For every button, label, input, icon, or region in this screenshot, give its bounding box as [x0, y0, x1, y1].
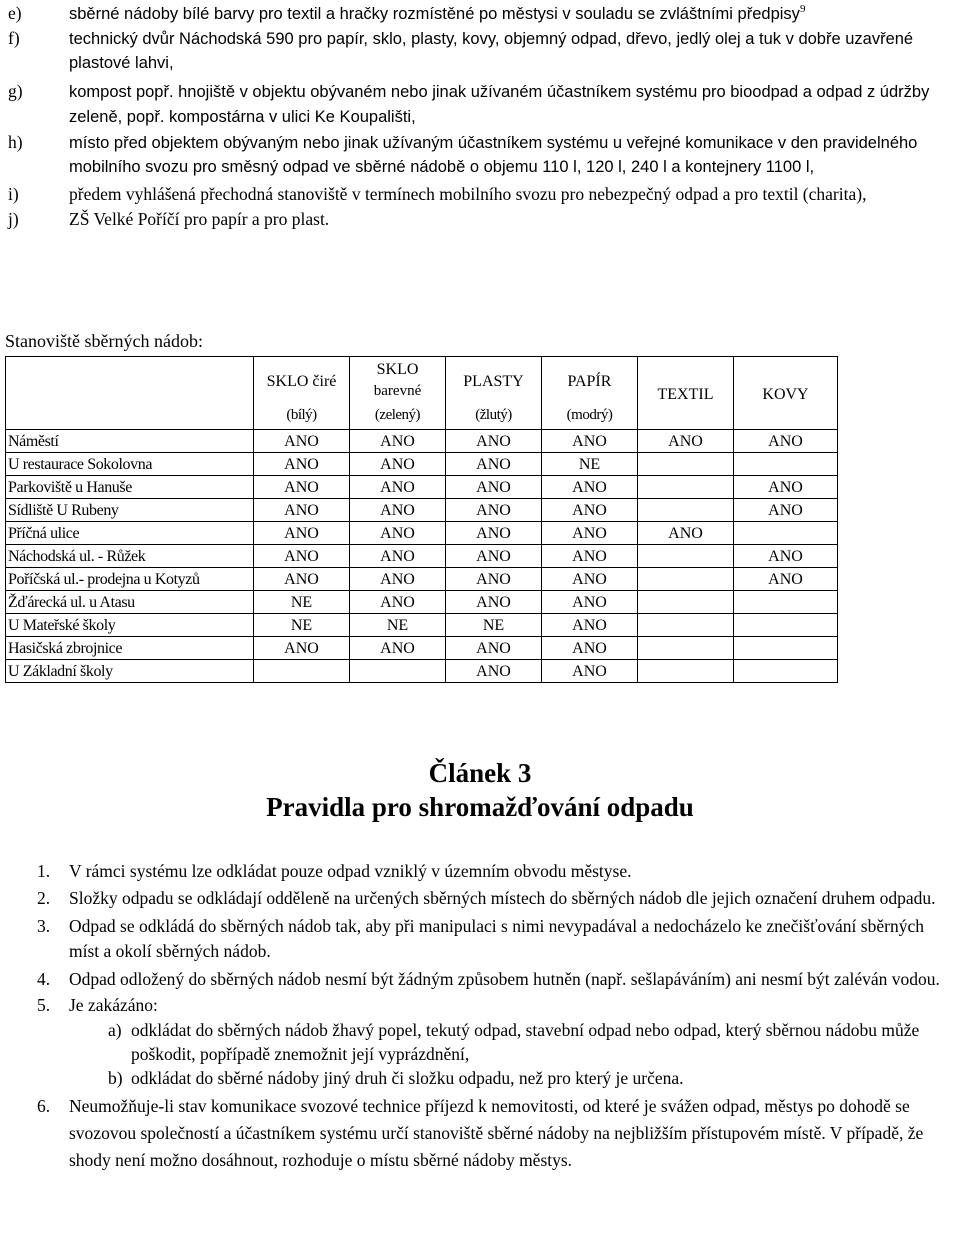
- section-heading: Stanoviště sběrných nádob:: [5, 331, 203, 351]
- rule-item: 3. Odpad se odkládá do sběrných nádob tak, aby při manipulaci s nimi nevypadával a nedocházelo ke znečišťování sběrných míst a okolí sběrných nádob.: [37, 916, 924, 961]
- header-sklo-barevne: SKLO barevné (zelený): [350, 357, 446, 430]
- list-item-f: [0, 27, 956, 76]
- list-text: kompost popř. hnojiště v objektu obývaném nebo jinak užívaném účastníkem systému pro bioodpad a odpad z údržby zeleně, popř. kompostárna v ulici Ke Koupališti,: [69, 82, 930, 126]
- availability-cell: ANO: [350, 499, 446, 522]
- availability-cell: ANO: [350, 522, 446, 545]
- availability-cell: ANO: [254, 568, 350, 591]
- header-plasty: PLASTY (žlutý): [446, 357, 542, 430]
- availability-cell: [638, 637, 734, 660]
- header-empty: [6, 357, 254, 430]
- header-sklo-cire: SKLO čiré (bílý): [254, 357, 350, 430]
- availability-cell: ANO: [638, 522, 734, 545]
- availability-cell: ANO: [542, 522, 638, 545]
- header-textil: TEXTIL: [638, 357, 734, 430]
- list-text: místo před objektem obývaným nebo jinak užívaným účastníkem systému u veřejné komunikace v den pravidelného mobilního svozu pro směsný odpad ve sběrné nádobě o objemu 110 l, 120 l, 240 l a kontejnery 1100 l,: [69, 133, 918, 176]
- list-label: g): [8, 80, 23, 101]
- place-name: Parkoviště u Hanuše: [6, 476, 254, 499]
- availability-cell: NE: [446, 614, 542, 637]
- rule-subitem: b) odkládat do sběrné nádoby jiný druh či složku odpadu, než pro který je určena.: [108, 1068, 684, 1088]
- availability-cell: ANO: [734, 499, 838, 522]
- bin-color: (zelený): [374, 407, 421, 423]
- availability-cell: [350, 660, 446, 683]
- place-name: U Základní školy: [6, 660, 254, 683]
- table-row: [6, 545, 838, 568]
- availability-cell: ANO: [446, 499, 542, 522]
- availability-cell: ANO: [542, 568, 638, 591]
- header-kovy: KOVY: [734, 357, 838, 430]
- table-row: [6, 660, 838, 683]
- availability-cell: ANO: [350, 476, 446, 499]
- availability-cell: [734, 453, 838, 476]
- availability-cell: NE: [254, 614, 350, 637]
- rule-item: 4. Odpad odložený do sběrných nádob nesmí být žádným způsobem hutněn (např. sešlapáváním) ani nesmí být zaléván vodou.: [37, 969, 940, 989]
- availability-cell: ANO: [350, 591, 446, 614]
- availability-cell: ANO: [734, 568, 838, 591]
- availability-cell: ANO: [446, 660, 542, 683]
- table-body: [6, 430, 838, 683]
- availability-cell: ANO: [254, 476, 350, 499]
- table-row: [6, 637, 838, 660]
- availability-cell: [638, 545, 734, 568]
- list-item-e: [0, 2, 956, 27]
- availability-cell: ANO: [350, 545, 446, 568]
- table-row: [6, 614, 838, 637]
- rules-list: [0, 860, 956, 1174]
- place-name: U restaurace Sokolovna: [6, 453, 254, 476]
- availability-cell: [638, 614, 734, 637]
- article-number: Článek 3: [428, 758, 532, 788]
- availability-cell: ANO: [542, 637, 638, 660]
- bin-color: (modrý): [566, 407, 613, 423]
- availability-cell: ANO: [446, 476, 542, 499]
- table-row: [6, 522, 838, 545]
- table-row: [6, 591, 838, 614]
- list-text: ZŠ Velké Poříčí pro papír a pro plast.: [69, 209, 330, 229]
- availability-cell: [638, 499, 734, 522]
- rule-item: 6. Neumožňuje-li stav komunikace svozové technice příjezd k nemovitosti, od které je svážen odpad, městys po dohodě se svozovou společností a účastníkem systému určí stanoviště sběrné nádoby na nejbližším přístupovém místě. V případě, že shody není možno dosáhnout, rozhoduje o místu sběrné nádoby městys.: [37, 1096, 924, 1170]
- list-item-j: [0, 208, 956, 232]
- availability-cell: ANO: [254, 545, 350, 568]
- list-label: f): [8, 27, 20, 48]
- availability-cell: ANO: [542, 476, 638, 499]
- availability-cell: [638, 453, 734, 476]
- place-name: Sídliště U Rubeny: [6, 499, 254, 522]
- availability-cell: ANO: [734, 476, 838, 499]
- availability-cell: NE: [542, 453, 638, 476]
- availability-cell: ANO: [446, 453, 542, 476]
- availability-cell: [734, 637, 838, 660]
- table-row: [6, 568, 838, 591]
- availability-cell: ANO: [446, 545, 542, 568]
- availability-cell: ANO: [446, 637, 542, 660]
- place-name: Žďárecká ul. u Atasu: [6, 591, 254, 614]
- availability-cell: ANO: [542, 614, 638, 637]
- availability-cell: ANO: [350, 637, 446, 660]
- availability-cell: ANO: [350, 453, 446, 476]
- availability-cell: ANO: [638, 430, 734, 453]
- table-row: [6, 499, 838, 522]
- availability-cell: ANO: [542, 591, 638, 614]
- list-label: j): [8, 209, 19, 229]
- list-item-i: [0, 183, 956, 207]
- collection-bins-table: [5, 356, 838, 683]
- header-papir: PAPÍR (modrý): [542, 357, 638, 430]
- table-row: [6, 476, 838, 499]
- availability-cell: [638, 591, 734, 614]
- table-row: [6, 453, 838, 476]
- place-name: Hasičská zbrojnice: [6, 637, 254, 660]
- availability-cell: ANO: [254, 430, 350, 453]
- availability-cell: [638, 476, 734, 499]
- list-label: i): [8, 183, 19, 204]
- availability-cell: ANO: [542, 430, 638, 453]
- availability-cell: [638, 660, 734, 683]
- rule-item: 1. V rámci systému lze odkládat pouze odpad vzniklý v územním obvodu městyse.: [37, 861, 632, 881]
- rule-item: 5. Je zakázáno:: [37, 995, 158, 1015]
- list-text: technický dvůr Náchodská 590 pro papír, sklo, plasty, kovy, objemný odpad, dřevo, jedlý olej a tuk v dobře uzavřené plastové lahvi,: [69, 29, 914, 72]
- availability-cell: ANO: [446, 568, 542, 591]
- list-text: sběrné nádoby bílé barvy pro textil a hračky rozmístěné po městysi v souladu se zvláštními předpisy: [69, 5, 800, 23]
- place-name: U Mateřské školy: [6, 614, 254, 637]
- place-name: Náchodská ul. - Růžek: [6, 545, 254, 568]
- rule-subitem: a) odkládat do sběrných nádob žhavý popel, tekutý odpad, stavební odpad nebo odpad, který sběrnou nádobu může poškodit, popřípadě znemožnit její vyprázdnění,: [108, 1020, 920, 1064]
- availability-cell: ANO: [254, 499, 350, 522]
- place-name: Příčná ulice: [6, 522, 254, 545]
- bin-color: (bílý): [286, 407, 317, 423]
- list-text: předem vyhlášená přechodná stanoviště v termínech mobilního svozu pro nebezpečný odpad a pro textil (charita),: [69, 183, 867, 204]
- table-row: [6, 430, 838, 453]
- availability-cell: ANO: [350, 430, 446, 453]
- bin-color: (žlutý): [475, 407, 512, 423]
- place-name: Poříčská ul.- prodejna u Kotyzů: [6, 568, 254, 591]
- list-item-h: [0, 131, 956, 180]
- footnote-ref: 9: [799, 3, 806, 16]
- list-label: h): [8, 131, 23, 152]
- availability-cell: ANO: [542, 499, 638, 522]
- availability-cell: NE: [350, 614, 446, 637]
- article-title: Pravidla pro shromažďování odpadu: [266, 792, 694, 822]
- table-header-row: [6, 357, 838, 430]
- list-item-g: [0, 79, 956, 129]
- availability-cell: ANO: [734, 430, 838, 453]
- availability-cell: ANO: [254, 522, 350, 545]
- rule-item: 2. Složky odpadu se odkládají odděleně na určených sběrných místech do sběrných nádob dle jejich označení druhem odpadu.: [37, 888, 936, 908]
- availability-cell: [734, 522, 838, 545]
- availability-cell: [638, 568, 734, 591]
- list-label: e): [8, 3, 22, 23]
- availability-cell: ANO: [254, 453, 350, 476]
- availability-cell: [254, 660, 350, 683]
- availability-cell: ANO: [254, 637, 350, 660]
- availability-cell: ANO: [542, 660, 638, 683]
- availability-cell: ANO: [734, 545, 838, 568]
- collection-sites-list: [0, 0, 956, 232]
- availability-cell: ANO: [446, 522, 542, 545]
- availability-cell: [734, 591, 838, 614]
- availability-cell: [734, 660, 838, 683]
- place-name: Náměstí: [6, 430, 254, 453]
- availability-cell: ANO: [350, 568, 446, 591]
- availability-cell: ANO: [542, 545, 638, 568]
- availability-cell: ANO: [446, 591, 542, 614]
- availability-cell: NE: [254, 591, 350, 614]
- availability-cell: ANO: [446, 430, 542, 453]
- availability-cell: [734, 614, 838, 637]
